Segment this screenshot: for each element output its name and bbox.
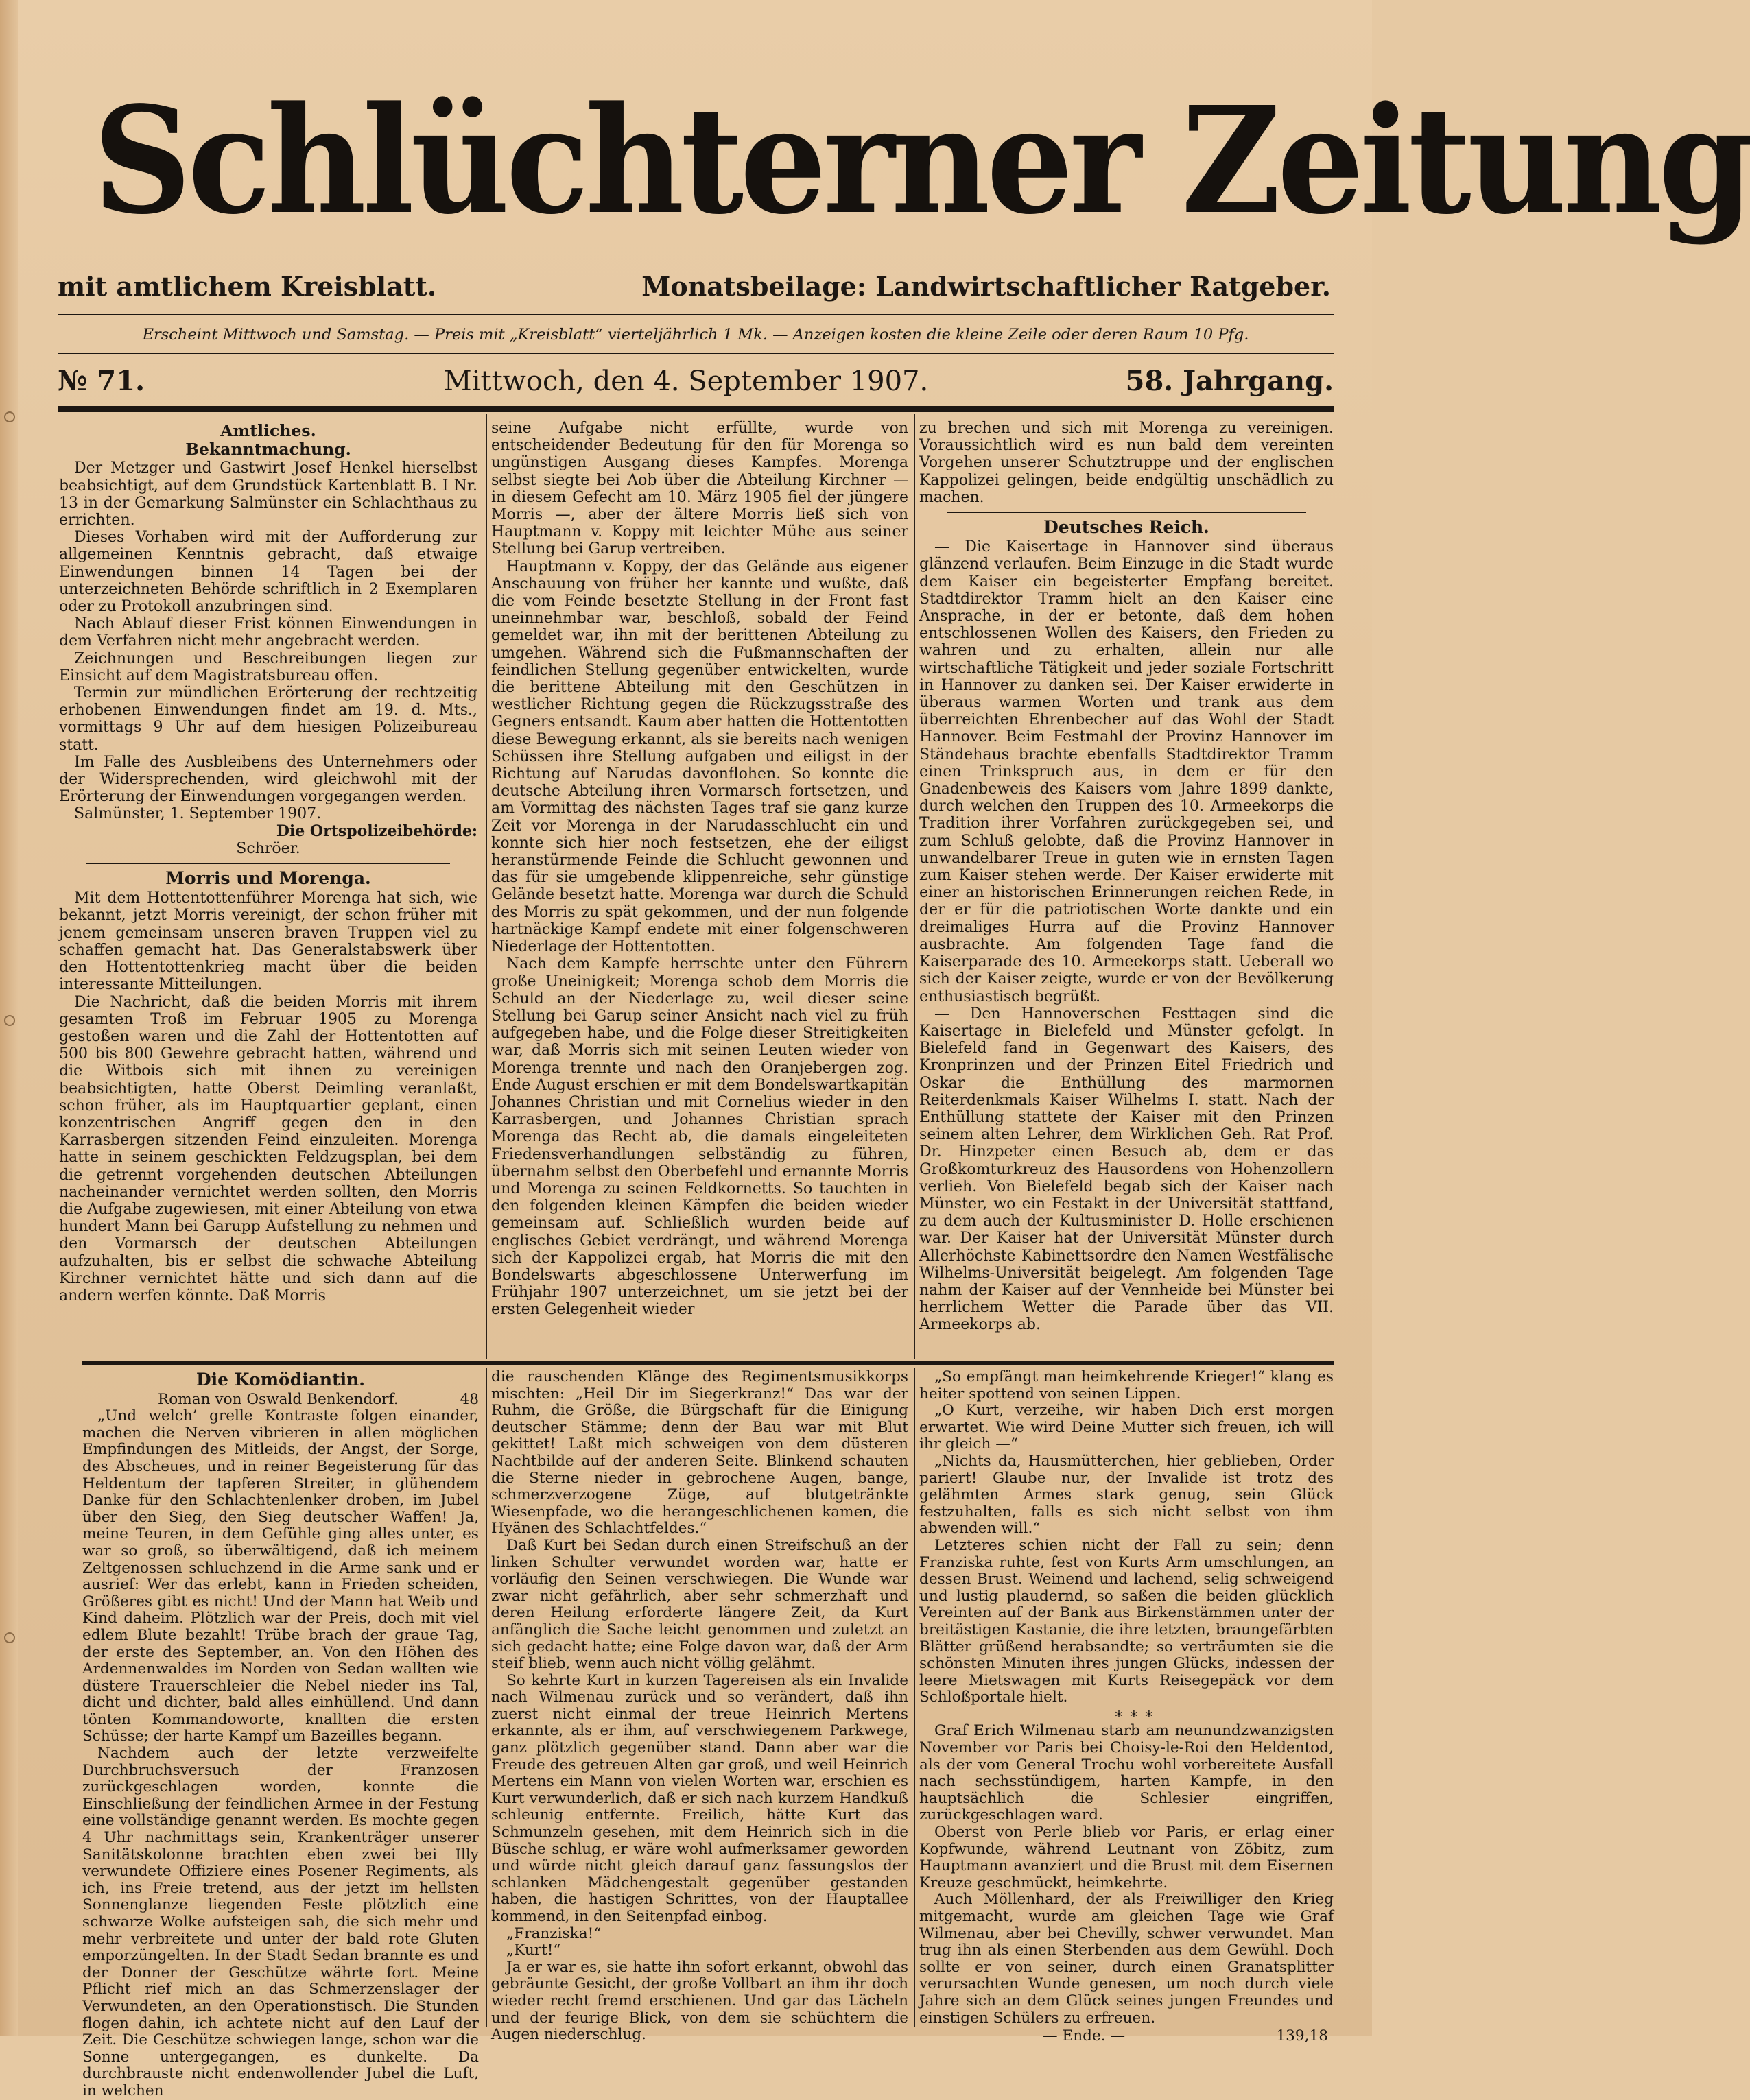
issue-number: № 71. [58, 365, 145, 397]
section-separator [947, 512, 1306, 513]
paragraph: Auch Möllenhard, der als Freiwilliger den Krieg mitgemacht, wurde am gleichen Tage wie Graf Wilmenau, aber bei Chevilly, schwer verwundet. Man trug ihn als einen Sterbenden aus dem Gewühl. Doch sollte er von seiner, durch einen Granatsplitter verursachten Wunde genesen, um noch durch viele Jahre sich an dem Glück seines jungen Freundes und einstigen Schülers zu erfreuen. [919, 1891, 1334, 2027]
issue-date: Mittwoch, den 4. September 1907. [443, 366, 929, 397]
paragraph: So kehrte Kurt in kurzen Tagereisen als ein Invalide nach Wilmenau zurück und so verändert, daß ihn zuerst nicht einmal der treue Heinrich Mertens erkannte, als er ihm, auf verschwiegenem Parkwege, ganz plötzlich gegenüber stand. Dann aber war die Freude des getreuen Alten gar groß, und weil Heinrich Mertens ein Mann von vielen Worten war, erschien es Kurt verwunderlich, daß er sich nach kurzem Handkuß schleunig entfernte. Freilich, hätte Kurt das Schmunzeln gesehen, mit dem Heinrich sich in die Büsche schlug, er wäre wohl aufmerksamer geworden und würde nicht gleich darauf ganz fassungslos der schlanken Mädchengestalt gegenüber gestanden haben, die hastigen Schrittes, von der Hauptallee kommend, in den Seitenpfad einbog. [491, 1671, 908, 1925]
place-date: Salmünster, 1. September 1907. [74, 805, 322, 823]
page-reference: 139,18 [1276, 2027, 1328, 2045]
paragraph: „O Kurt, verzeihe, wir haben Dich erst morgen erwartet. Wie wird Deine Mutter sich freuen, ich will ihr gleich —“ [919, 1402, 1334, 1453]
paragraph: Nach dem Kampfe herrschte unter den Führern große Uneinigkeit; Morenga schob dem Morris die Schuld an der Niederlage zu, weil dieser seine Stellung bei Garup seiner Ansicht nach viel zu früh aufgegeben habe, und die Folge dieser Streitigkeiten war, daß Morris sich mit seinen Leuten wieder von Morenga trennte und nach den Oranjebergen zog. Ende August erschien er mit dem Bondelswartkapitän Johannes Christian und mit Cornelius wieder in den Karrasbergen, und Johannes Christian sprach Morenga das Recht ab, die damals eingeleiteten Friedensverhandlungen selbständig zu führen, übernahm selbst den Oberbefehl und ernannte Morris und Morenga zu seinen Feldkornetts. So tauchten in den folgenden kleinen Kämpfen die beiden wieder gemeinsam auf. Schließlich wurden beide auf englisches Gebiet verdrängt, und während Morenga sich der Kappolizei ergab, hat Morris die mit den Bondelswarts abgeschlossene Unterwerfung im Frühjahr 1907 unterzeichnet, um sie jetzt bei der ersten Gelegenheit wieder [491, 955, 908, 1319]
byline: Roman von Oswald Benkendorf. [158, 1390, 399, 1408]
paragraph: „Franziska!“ [506, 1924, 602, 1942]
section-separator [86, 863, 450, 864]
column-divider [914, 1368, 915, 2027]
masthead-title: Schlüchterner Zeitung [93, 75, 1750, 247]
paragraph: Graf Erich Wilmenau starb am neunundzwanzigsten November vor Paris bei Choisy-le-Roi den Heldentod, als der vom General Trochu wohl vorbereitete Ausfall nach sechsstündigem, harten Kampfe, in den hauptsächlich die Schlesier eingriffen, zurückgeschlagen ward. [919, 1722, 1334, 1824]
rule-top [58, 314, 1334, 315]
subheading: Bekanntmachung. [185, 440, 351, 460]
paragraph: — Die Kaisertage in Hannover sind überaus glänzend verlaufen. Beim Einzuge in die Stadt wurde dem Kaiser ein begeisterter Empfang bereitet. Stadtdirektor Tramm hielt an den Kaiser eine Ansprache, in der er betonte, daß dem hohen entschlossenen Wollen des Kaisers, den Frieden zu wahren und zu erhalten, allein nur alle wirtschaftliche Tätigkeit und jeder soziale Fortschritt in Hannover zu danken sei. Der Kaiser erwiderte in überaus warmen Worten und trank aus dem überreichten Ehrenbecher auf das Wohl der Stadt Hannover. Beim Festmahl der Provinz Hannover im Ständehaus brachte ebenfalls Stadtdirektor Tramm einen Trinkspruch aus, in dem er für den Gnadenbeweis des Kaisers vom Jahre 1899 dankte, durch welchen den Truppen des 10. Armeekorps die Tradition ihrer Vorfahren zurückgegeben sei, und zum Schluß gelobte, daß die Provinz Hannover in unwandelbarer Treue in guten wie in ernsten Tagen zum Kaiser stehen werde. Der Kaiser erwiderte mit einer an historischen Erinnerungen reichen Rede, in der er für die patriotischen Worte dankte und ein dreimaliges Hurra auf die Provinz Hannover ausbrachte. Am folgenden Tage fand die Kaiserparade des 10. Armeekorps statt. Ueberall wo sich der Kaiser zeigte, wurde er von der Bevölkerung enthusiastisch begrüßt. [919, 538, 1334, 1005]
binding-hole [4, 1015, 15, 1026]
section-stars: ∗ ∗ ∗ [1113, 1705, 1155, 1723]
section-heading: Amtliches. [220, 421, 316, 440]
paragraph: „Nichts da, Hausmütterchen, hier geblieben, Order pariert! Glaube nur, der Invalide ist trotz des gelähmten Armes stark genug, sein Glück festzuhalten, falls es sich nicht selbst von ihm abwenden will.“ [919, 1452, 1334, 1538]
paragraph: — Den Hannoverschen Festtagen sind die Kaisertage in Bielefeld und Münster gefolgt. In Bielefeld fand in Gegenwart des Kaisers, des Kronprinzen und der Prinzen Eitel Friedrich und Oskar die Enthüllung des marmornen Reiterdenkmals Kaiser Wilhelms I. statt. Nach der Enthüllung stattete der Kaiser mit den Prinzen seinem alten Lehrer, dem Wirklichen Geh. Rat Prof. Dr. Hinzpeter einen Besuch ab, dem er das Großkomturkreuz des Hausordens von Hohenzollern verlieh. Von Bielefeld begab sich der Kaiser nach Münster, wo ein Festakt in der Universität stattfand, zu dem auch der Kultusminister D. Holle erschienen war. Der Kaiser hat der Universität Münster durch Allerhöchste Kabinettsordre den Namen Westfälische Wilhelms-Universität beigelegt. Am folgenden Tage nahm der Kaiser auf der Vennheide bei Münster bei herrlichem Wetter die Parade über das VII. Armeekorps ab. [919, 1005, 1334, 1334]
paragraph: die rauschenden Klänge des Regimentsmusikkorps mischten: „Heil Dir im Siegerkranz!“ Das war der Ruhm, die Größe, die Bürgschaft für die Einigung deutscher Stämme; denn der Bau war mit Blut gekittet! Laßt mich schweigen von dem düsteren Nachtbilde auf der anderen Seite. Blinkend schauten die Sterne nieder in gebrochene Augen, bange, schmerzverzogene Züge, auf blutgetränkte Wiesenpfade, wo die herangeschlichenen kamen, die Hyänen des Schlachtfeldes.“ [491, 1368, 908, 1538]
authority: Die Ortspolizeibehörde: [276, 822, 477, 840]
column-divider [486, 1368, 487, 2027]
paragraph: Die Nachricht, daß die beiden Morris mit ihrem gesamten Troß im Februar 1905 zu Morenga gestoßen waren und die Zahl der Hottentotten auf 500 bis 800 Gewehre gebracht hatten, während und die Witbois sich mit ihnen zu vereinigen beabsichtigten, hatte Oberst Deimling veranlaßt, schon früher, als im Hauptquartier geplant, einen konzentrischen Angriff gegen den in den Karrasbergen sitzenden Feind einzuleiten. Morenga hatte in seinem geschickten Feldzugsplan, bei dem die getrennt vorgehenden deutschen Abteilungen nacheinander vernichtet werden sollten, den Morris die Aufgabe zugewiesen, mit einer Abteilung von etwa hundert Mann bei Garupp Aufstellung zu nehmen und den Vormarsch der deutschen Abteilungen aufzuhalten, bis er selbst die schwache Abteilung Kirchner vernichtet hätte und sich dann auf die andern werfen könnte. Daß Morris [59, 993, 477, 1304]
binding-hole [4, 411, 15, 422]
paragraph: Ja er war es, sie hatte ihn sofort erkannt, obwohl das gebräunte Gesicht, der große Vollbart an ihm ihr doch wieder recht fremd erschienen. Und gar das Lächeln und der feurige Blick, von dem sie schüchtern die Augen niederschlug. [491, 1958, 908, 2044]
column-divider [914, 414, 915, 1359]
paragraph: seine Aufgabe nicht erfüllte, wurde von entscheidender Bedeutung für den für Morenga so ungünstigen Ausgang dieses Kampfes. Morenga selbst siegte bei Aob über die Abteilung Kirchner — in diesem Gefecht am 10. März 1905 fiel der jüngere Morris —, aber der ältere Morris ließ sich von Hauptmann v. Koppy mit leichter Mühe aus seiner Stellung bei Garup vertreiben. [491, 420, 908, 558]
paragraph: „Kurt!“ [506, 1942, 561, 1959]
paragraph: Termin zur mündlichen Erörterung der rechtzeitig erhobenen Einwendungen findet am 19. d. Mts., vormittags 9 Uhr auf dem hiesigen Polizeibureau statt. [59, 684, 477, 754]
paragraph: Nach Ablauf dieser Frist können Einwendungen in dem Verfahren nicht mehr angebracht werden. [59, 615, 477, 650]
feuilleton-title: Die Komödiantin. [196, 1370, 366, 1389]
feuilleton-rule [82, 1361, 1334, 1365]
feuilleton-column-3 [919, 1368, 1334, 2045]
binding-edge [0, 0, 18, 2036]
article-heading: Morris und Morenga. [165, 868, 371, 889]
signature: Schröer. [236, 839, 300, 857]
paragraph: Der Metzger und Gastwirt Josef Henkel hierselbst beabsichtigt, auf dem Grundstück Kartenblatt B. I Nr. 13 in der Gemarkung Salmünster ein Schlachthaus zu errichten. [59, 460, 477, 529]
rule-info [58, 353, 1334, 354]
feuilleton-column-1 [82, 1369, 479, 2099]
publication-info: Erscheint Mittwoch und Samstag. — Preis mit „Kreisblatt“ vierteljährlich 1 Mk. — Anzeigen kosten die kleine Zeile oder deren Raum 10 Pfg. [142, 326, 1249, 344]
column-divider [486, 414, 487, 1359]
volume: 58. Jahrgang. [1125, 365, 1334, 397]
paragraph: Daß Kurt bei Sedan durch einen Streifschuß an der linken Schulter verwundet worden war, hatte er vorläufig den Seinen verschwiegen. Die Wunde war zwar nicht gefährlich, aber sehr schmerzhaft und deren Heilung erforderte längere Zeit, da Kurt anfänglich die Sache leicht genommen und zuletzt an sich gedacht hatte; eine Folge davon war, daß der Arm steif blieb, wenn auch nicht völlig gelähmt. [491, 1536, 908, 1673]
paragraph: „So empfängt man heimkehrende Krieger!“ klang es heiter spottend von seinen Lippen. [919, 1368, 1334, 1403]
feuilleton-column-2 [491, 1368, 908, 2044]
column-2 [491, 420, 908, 1361]
paragraph: Letzteres schien nicht der Fall zu sein; denn Franziska ruhte, fest von Kurts Arm umschlungen, an dessen Brust. Weinend und lachend, selig schweigend und lustig plaudernd, so saßen die beiden glücklich Vereinten auf der Bank aus Birkenstämmen unter der breitästigen Kastanie, die ihre letzten, braungefärbten Blätter grüßend herabsandte; so verträumten sie die schönsten Minuten ihres jungen Glücks, indessen der leere Mietswagen mit Kurts Reisegepäck vor dem Schloßportale hielt. [919, 1536, 1334, 1706]
paragraph: Zeichnungen und Beschreibungen liegen zur Einsicht auf dem Magistratsbureau offen. [59, 649, 477, 684]
rule-dateline [58, 406, 1334, 412]
paragraph: Nachdem auch der letzte verzweifelte Durchbruchsversuch der Franzosen zurückgeschlagen worden, konnte die Einschließung der feindlichen Armee in der Festung eine vollständige genannt werden. Es mochte gegen 4 Uhr nachmittags sein, Krankenträger unserer Sanitätskolonne brachten eben zwei bei Illy verwundete Offiziere eines Posener Regiments, als ich, ins Freie tretend, aus der jetzt im hellsten Sonnenglanze liegenden Feste plötzlich eine schwarze Wolke aufsteigen sah, die sich mehr und mehr verbreitete und unter der bald rote Gluten emporzüngelten. In der Stadt Sedan brannte es und der Donner der Geschütze währte fort. Meine Pflicht rief mich an das Schmerzenslager der Verwundeten, an den Operationstisch. Die Stunden flogen dahin, ich achtete nicht auf den Lauf der Zeit. Die Geschütze schwiegen lange, schon war die Sonne untergegangen, es dunkelte. Da durchbrauste nicht endenwollender Jubel die Luft, in welchen [82, 1745, 479, 2099]
paragraph: Oberst von Perle blieb vor Paris, er erlag einer Kopfwunde, während Leutnant von Zöbitz, zum Hauptmann avanziert und die Brust mit dem Eisernen Kreuze geschmückt, heimkehrte. [919, 1824, 1334, 1892]
masthead-subtitle-right: Monatsbeilage: Landwirtschaftlicher Ratgeber. [641, 271, 1331, 302]
column-1 [59, 421, 477, 1361]
end-row [919, 2027, 1334, 2045]
paragraph: Mit dem Hottentottenführer Morenga hat sich, wie bekannt, jetzt Morris vereinigt, der schon früher mit jenem gemeinsam unseren braven Truppen viel zu schaffen gemacht hat. Das Generalstabswerk über den Hottentottenkrieg macht über die beiden interessante Mitteilungen. [59, 890, 477, 994]
installment-number: 48 [460, 1390, 479, 1408]
byline-row [82, 1392, 479, 1409]
paragraph: „Und welch’ grelle Kontraste folgen einander, machen die Nerven vibrieren in allen möglichen Empfindungen des Mitleids, der Angst, der Sorge, des Abscheues, und in reiner Begeisterung für das Heldentum der tapferen Streiter, in glühendem Danke für den Schlachtenlenker droben, im Jubel über den Sieg, den Sieg deutscher Waffen! Ja, meine Teuren, in dem Gefühle ging alles unter, es war so groß, so überwältigend, daß ich meinem Zeltgenossen schluchzend in die Arme sank und er ausrief: Wer das erlebt, kann in Frieden scheiden, Größeres gibt es nicht! Und der Mann hat Weib und Kind daheim. Plötzlich war der Preis, doch mit viel edlem Blute bezahlt! Trübe brach der graue Tag, der erste des September, an. Von den Höhen des Ardennenwaldes im Norden von Sedan wallten wie düstere Trauerschleier die Nebel nieder ins Tal, dicht und dichter, bald alles einhüllend. Und dann tönten Kommandoworte, knallten die ersten Schüsse; der harte Kampf um Bazeilles begann. [82, 1407, 479, 1745]
paragraph: Im Falle des Ausbleibens des Unternehmers oder der Widersprechenden, wird gleichwohl mit der Erörterung der Einwendungen vorgegangen werden. [59, 753, 477, 806]
masthead-subtitle-left: mit amtlichem Kreisblatt. [58, 271, 437, 302]
section-heading: Deutsches Reich. [1043, 517, 1209, 538]
paragraph: zu brechen und sich mit Morenga zu vereinigen. Voraussichtlich wird es nun bald dem vereinten Vorgehen unserer Schutztruppe und der englischen Kappolizei gelingen, beide endgültig unschädlich zu machen. [919, 420, 1334, 506]
column-3 [919, 420, 1334, 1361]
binding-hole [4, 1632, 15, 1643]
paragraph: Hauptmann v. Koppy, der das Gelände aus eigener Anschauung von früher her kannte und wußte, daß die vom Feinde besetzte Stellung in der Front fast uneinnehmbar war, beschloß, sobald der Feind gemeldet war, ihn mit der berittenen Abteilung zu umgehen. Während sich die Fußmannschaften der feindlichen Stellung gegenüber entwickelten, wurde die berittene Abteilung mit den Geschützen in westlicher Richtung gegen die Rückzugsstraße des Gegners entsandt. Kaum aber hatten die Hottentotten diese Bewegung erkannt, als sie bereits nach wenigen Schüssen ihre Stellung aufgaben und eiligst in der Richtung auf Narudas davonflohen. So konnte die deutsche Abteilung ihren Vormarsch fortsetzen, und am Vormittag des nächsten Tages traf sie ganz kurze Zeit vor Morenga in der Narudasschlucht ein und konnte sich hier noch festsetzen, ehe der eiligst heranstürmende Feinde die Schlucht gewonnen und das für sie umgebende klippenreiche, sehr günstige Gelände besetzt hatte. Morenga war durch die Schuld des Morris zu spät gekommen, und der nun folgende hartnäckige Kampf endete mit einer folgenschweren Niederlage der Hottentotten. [491, 558, 908, 956]
paragraph: Dieses Vorhaben wird mit der Aufforderung zur allgemeinen Kenntnis gebracht, daß etwaige Einwendungen binnen 14 Tagen bei der unterzeichneten Behörde schriftlich in 2 Exemplaren oder zu Protokoll anzubringen sind. [59, 529, 477, 616]
end-mark: — Ende. — [1043, 2027, 1126, 2045]
